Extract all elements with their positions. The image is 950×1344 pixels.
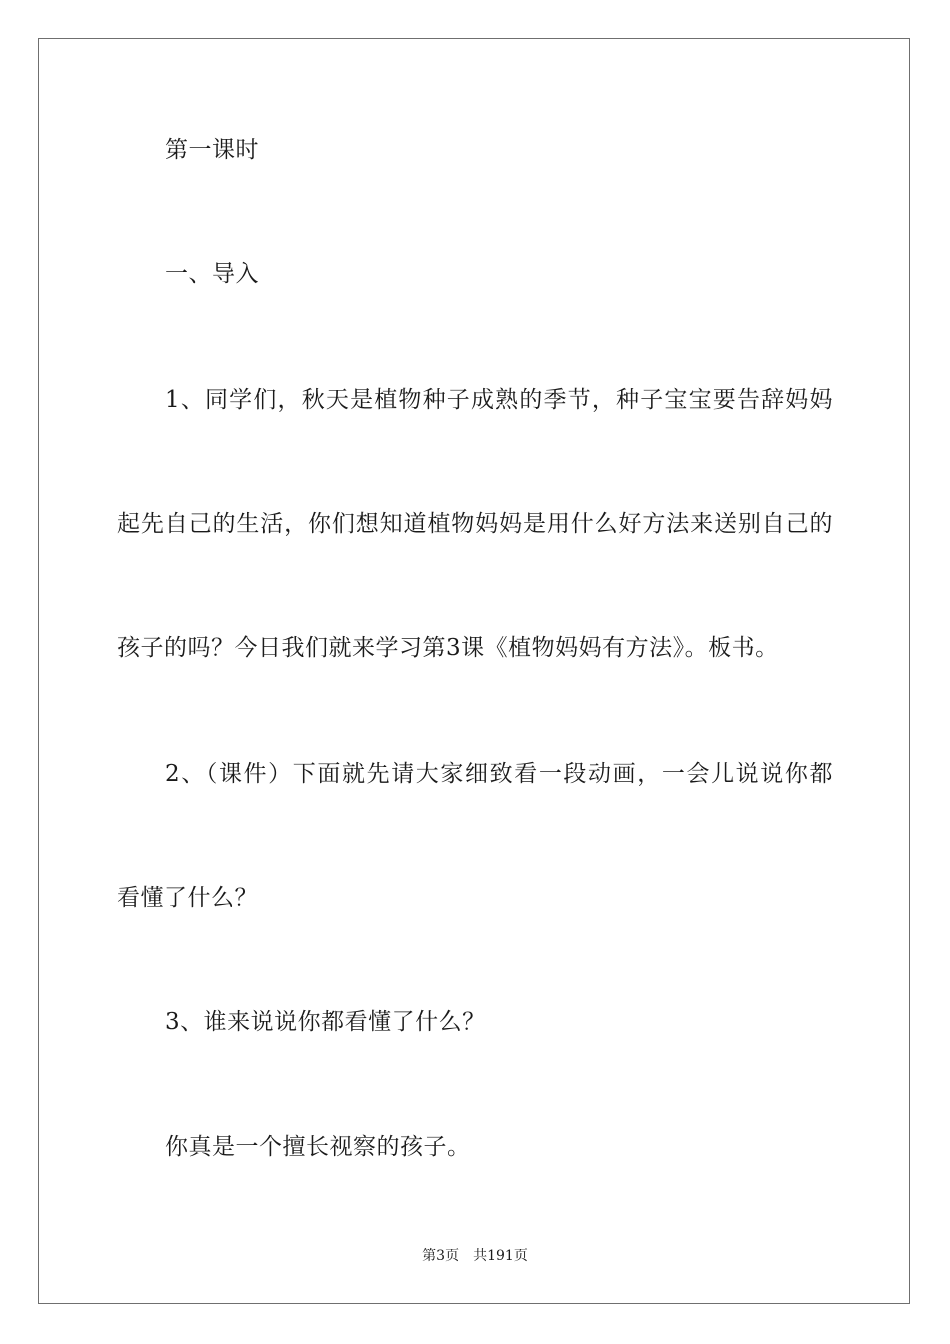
paragraph-line: 孩子的吗？今日我们就来学习第3课《植物妈妈有方法》。板书。 bbox=[117, 635, 779, 661]
paragraph-text: 1、同学们，秋天是植物种子成熟的季节，种子宝宝要告辞妈妈 bbox=[165, 387, 833, 413]
page-footer bbox=[0, 1246, 950, 1266]
heading-intro: 一、导入 bbox=[165, 261, 259, 287]
paragraph-line bbox=[0, 509, 950, 539]
paragraph-text: 起先自己的生活，你们想知道植物妈妈是用什么好方法来送别自己的 bbox=[117, 511, 833, 537]
paragraph-line bbox=[0, 759, 950, 789]
paragraph-line: 3、谁来说说你都看懂了什么？ bbox=[165, 1009, 486, 1035]
page-total: 共191页 bbox=[473, 1248, 528, 1264]
page-border bbox=[38, 38, 910, 1304]
page-number: 第3页 bbox=[422, 1248, 460, 1264]
paragraph-line: 看懂了什么？ bbox=[117, 885, 258, 911]
paragraph-line: 你真是一个擅长视察的孩子。 bbox=[165, 1134, 471, 1160]
paragraph-line bbox=[0, 385, 950, 415]
section-title: 第一课时 bbox=[165, 137, 259, 163]
paragraph-text: 2、（课件）下面就先请大家细致看一段动画，一会儿说说你都 bbox=[165, 761, 833, 787]
